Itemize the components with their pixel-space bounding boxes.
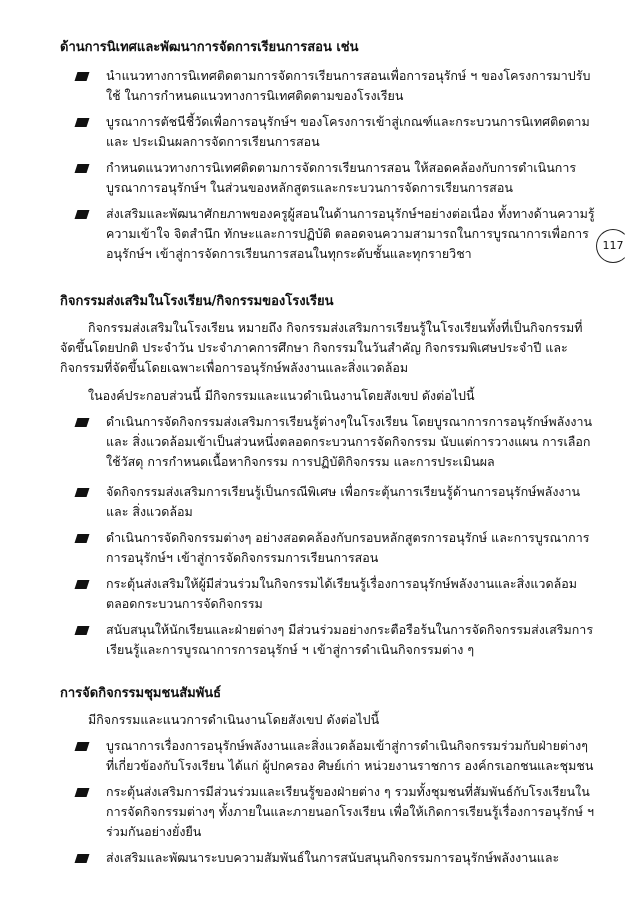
paragraph-intro: มีกิจกรรมและแนวการดำเนินงานโดยสังเขป ดังต่อไปนี้ bbox=[88, 712, 380, 727]
paragraph-intro: ในองค์ประกอบส่วนนี้ มีกิจกรรมและแนวดำเนินงานโดยสังเขป ดังต่อไปนี้ bbox=[88, 388, 475, 403]
list-item-text: นำแนวทางการนิเทศติดตามการจัดการเรียนการสอนเพื่อการอนุรักษ์ ฯ ของโครงการมาปรับใช้ ในการกำหนดแนวทางการนิเทศติดตามของโรงเรียน bbox=[106, 68, 591, 103]
square-bullet-icon bbox=[75, 534, 90, 543]
list-item bbox=[76, 482, 598, 522]
list-item bbox=[76, 782, 598, 842]
square-bullet-icon bbox=[75, 118, 90, 127]
list-item-text: กระตุ้นส่งเสริมให้ผู้มีส่วนร่วมในกิจกรรมได้เรียนรู้เรื่องการอนุรักษ์พลังงานและสิ่งแวดล้อม ตลอดกระบวนการจัดกิจกรรม bbox=[106, 576, 577, 611]
list-item-text: กำหนดแนวทางการนิเทศติดตามการจัดการเรียนการสอน ให้สอดคล้องกับการดำเนินการ บูรณาการอนุรักษ์ฯ ในส่วนของหลักสูตรและกระบวนการจัดการเรียนการสอน bbox=[106, 160, 577, 195]
square-bullet-icon bbox=[75, 210, 90, 219]
list-item bbox=[76, 620, 598, 660]
list-item-text: ส่งเสริมและพัฒนาศักยภาพของครูผู้สอนในด้านการอนุรักษ์ฯอย่างต่อเนื่อง ทั้งทางด้านความรู้ ความเข้าใจ จิตสำนึก ทักษะและการปฏิบัติ ตลอดจนความสามารถในการบูรณาการเพื่อการ อนุรักษ์ฯ เข้าสู่การจัดการเรียนการสอนในทุกระดับชั้นและทุกรายวิชา bbox=[106, 206, 595, 261]
paragraph-definition: กิจกรรมส่งเสริมในโรงเรียน หมายถึง กิจกรรมส่งเสริมการเรียนรู้ในโรงเรียนทั้งที่เป็นกิจกรรมที่ จัดขึ้นโดยปกติ ประจำวัน ประจำภาคการศึกษา กิจกรรมในวันสำคัญ กิจกรรมพิเศษประจำปี และ กิจกรรมที่จัดขึ้นโดยเฉพาะเพื่อการอนุรักษ์พลังงานและสิ่งแวดล้อม bbox=[60, 320, 583, 375]
square-bullet-icon bbox=[75, 788, 90, 797]
section-heading-school-activities: กิจกรรมส่งเสริมในโรงเรียน/กิจกรรมของโรงเรียน bbox=[60, 294, 334, 309]
section-heading-supervision: ด้านการนิเทศและพัฒนาการจัดการเรียนการสอน เช่น bbox=[60, 40, 359, 55]
square-bullet-icon bbox=[75, 742, 90, 751]
list-item-text: ดำเนินการจัดกิจกรรมส่งเสริมการเรียนรู้ต่างๆในโรงเรียน โดยบูรณาการการอนุรักษ์พลังงานและ สิ่งแวดล้อมเข้าเป็นส่วนหนึ่งตลอดกระบวนการจัดกิจกรรม นับแต่การวางแผน การเลือกใช้วัสดุ การกำหนดเนื้อหากิจกรรม การปฏิบัติกิจกรรม และการประเมินผล bbox=[106, 414, 593, 469]
square-bullet-icon bbox=[75, 164, 90, 173]
list-item bbox=[76, 848, 598, 868]
list-item bbox=[76, 528, 598, 568]
square-bullet-icon bbox=[75, 626, 90, 635]
list-item-text: กระตุ้นส่งเสริมการมีส่วนร่วมและเรียนรู้ของฝ่ายต่าง ๆ รวมทั้งชุมชนที่สัมพันธ์กับโรงเรียนใน การจัดกิจกรรมต่างๆ ทั้งภายในและภายนอกโรงเรียน เพื่อให้เกิดการเรียนรู้เรื่องการอนุรักษ์ ฯ ร่วมกันอย่างยั่งยืน bbox=[106, 784, 595, 839]
list-item-text: สนับสนุนให้นักเรียนและฝ่ายต่างๆ มีส่วนร่วมอย่างกระตือรือร้นในการจัดกิจกรรมส่งเสริมการ เรียนรู้และการบูรณาการการอนุรักษ์ ฯ เข้าสู่การดำเนินกิจกรรมต่าง ๆ bbox=[106, 622, 594, 657]
list-item-text: บูรณาการตัชนีชี้วัดเพื่อการอนุรักษ์ฯ ของโครงการเข้าสู่เกณฑ์และกระบวนการนิเทศติดตามและ ประเมินผลการจัดการเรียนการสอน bbox=[106, 114, 590, 149]
square-bullet-icon bbox=[75, 854, 90, 863]
list-item bbox=[76, 66, 598, 106]
square-bullet-icon bbox=[75, 418, 90, 427]
square-bullet-icon bbox=[75, 488, 90, 497]
list-item-text: ดำเนินการจัดกิจกรรมต่างๆ อย่างสอดคล้องกับกรอบหลักสูตรการอนุรักษ์ และการบูรณาการ การอนุรักษ์ฯ เข้าสู่การจัดกิจกรรมการเรียนการสอน bbox=[106, 530, 590, 565]
list-item-text: บูรณาการเรื่องการอนุรักษ์พลังงานและสิ่งแวดล้อมเข้าสู่การดำเนินกิจกรรมร่วมกับฝ่ายต่างๆ ที่เกี่ยวข้องกับโรงเรียน ได้แก่ ผู้ปกครอง ศิษย์เก่า หน่วยงานราชการ องค์กรเอกชนและชุมชน bbox=[106, 738, 594, 773]
list-item bbox=[76, 574, 598, 614]
list-item bbox=[76, 204, 598, 264]
list-item bbox=[76, 112, 598, 152]
list-item-text: จัดกิจกรรมส่งเสริมการเรียนรู้เป็นกรณีพิเศษ เพื่อกระตุ้นการเรียนรู้ด้านการอนุรักษ์พลังงานและ สิ่งแวดล้อม bbox=[106, 484, 581, 519]
list-item bbox=[76, 736, 598, 776]
page-number: 117 bbox=[596, 229, 630, 263]
section-heading-community: การจัดกิจกรรมชุมชนสัมพันธ์ bbox=[60, 686, 222, 701]
list-item bbox=[76, 158, 598, 198]
list-item bbox=[76, 412, 598, 472]
square-bullet-icon bbox=[75, 580, 90, 589]
square-bullet-icon bbox=[75, 72, 90, 81]
list-item-text: ส่งเสริมและพัฒนาระบบความสัมพันธ์ในการสนับสนุนกิจกรรมการอนุรักษ์พลังงานและ bbox=[106, 850, 560, 865]
